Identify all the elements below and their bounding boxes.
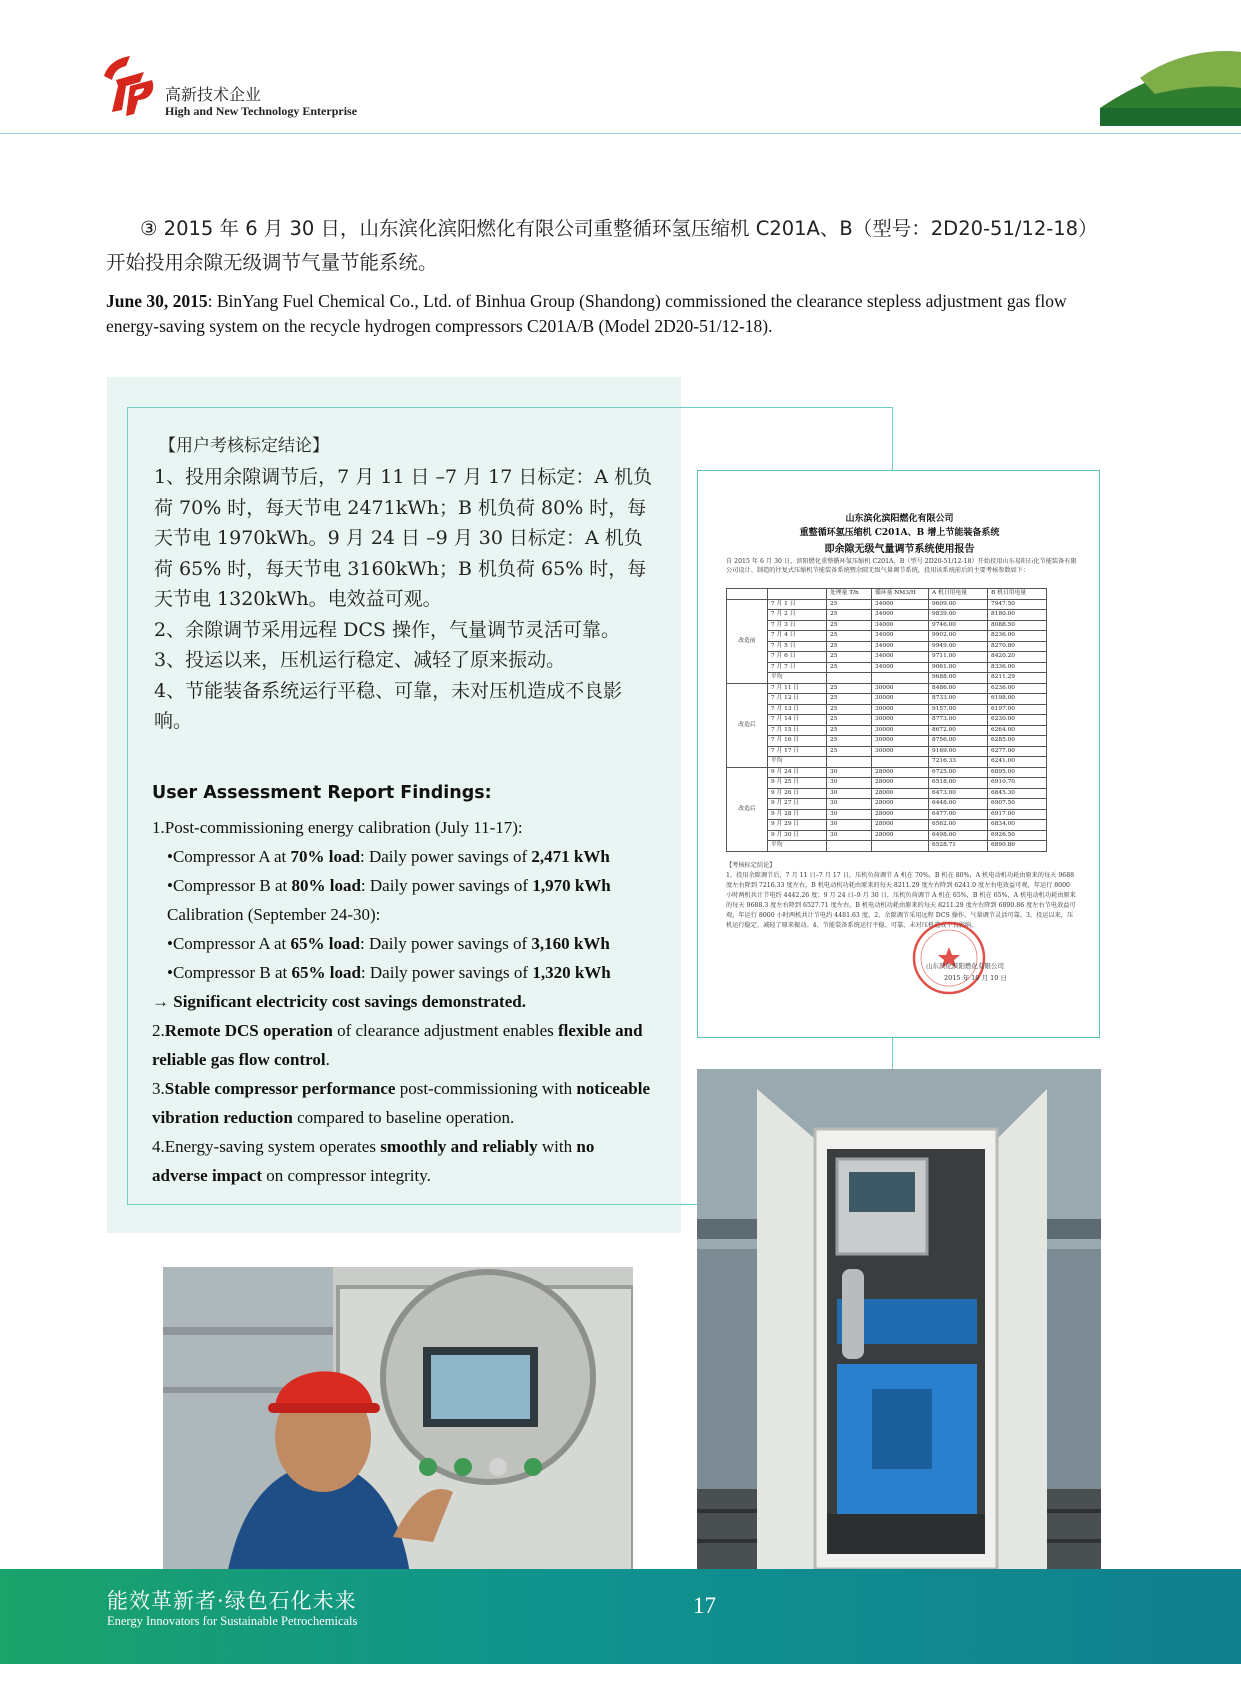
intro-date: June 30, 2015 [106,291,208,311]
table-row [727,715,1047,726]
table-cell: 8733.00 [929,694,988,705]
col-header-circulation: 循环量 NM3/H [872,589,929,600]
table-cell: 30 [827,788,872,799]
col-header-throughput: 处理量 T/h [827,589,872,600]
table-row [727,757,1047,768]
table-row [727,830,1047,841]
finding-en-2: 2.Remote DCS operation of clearance adjustment enables flexible and reliable gas flow control. [152,1021,643,1069]
table-row [727,599,1047,610]
table-cell: 8756.00 [929,736,988,747]
group-label: 改造前 [727,599,768,683]
intro-text-en [106,289,1121,339]
table-cell: 30 [827,799,872,810]
report-title-project: 重整循环氢压缩机 C201A、B 增上节能装备系统 [799,528,1000,538]
table-cell: 6230.00 [988,715,1047,726]
table-cell: 30 [827,809,872,820]
table-cell: 8211.29 [988,673,1047,684]
finding-en-1-heading: 1.Post-commissioning energy calibration (July 11-17): [152,818,523,837]
table-cell: 9 月 24 日 [768,767,827,778]
table-cell [872,757,929,768]
table-cell: 6907.50 [988,799,1047,810]
table-cell: 6236.00 [988,683,1047,694]
table-cell: 28000 [872,830,929,841]
table-cell: 28000 [872,788,929,799]
table-cell: 7216.33 [929,757,988,768]
report-title-main: 即余隙无级气量调节系统使用报告 [824,544,975,555]
table-cell: 平均 [768,673,827,684]
finding-en-1-d: •Compressor B at 65% load: Daily power savings of 1,320 kWh [167,963,611,982]
table-cell: 6498.00 [929,830,988,841]
finding-en-1-c: •Compressor A at 65% load: Daily power savings of 3,160 kWh [167,934,610,953]
table-cell: 6834.00 [988,820,1047,831]
table-cell: 7 月 4 日 [768,631,827,642]
report-title-company: 山东滨化滨阳燃化有限公司 [845,514,954,524]
table-cell [827,757,872,768]
table-cell: 7 月 2 日 [768,610,827,621]
table-cell: 9061.00 [929,662,988,673]
table-row [727,788,1047,799]
finding-en-1-a: •Compressor A at 70% load: Daily power savings of 2,471 kWh [167,847,610,866]
table-cell: 7 月 3 日 [768,620,827,631]
table-row [727,631,1047,642]
report-data-table [726,588,1047,852]
table-cell: 25 [827,683,872,694]
table-cell: 6473.00 [929,788,988,799]
table-cell: 9746.00 [929,620,988,631]
finding-en-1-calibration-2: Calibration (September 24-30): [167,905,381,924]
table-cell: 25 [827,694,872,705]
table-cell: 34000 [872,599,929,610]
table-cell: 6910.70 [988,778,1047,789]
table-cell: 9688.00 [929,673,988,684]
table-row [727,704,1047,715]
table-cell: 6895.00 [988,767,1047,778]
table-cell: 30000 [872,694,929,705]
table-row [727,809,1047,820]
official-seal-stamp-icon [910,919,988,997]
group-label: 改造后 [727,683,768,767]
table-cell: 7 月 11 日 [768,683,827,694]
table-cell: 9 月 30 日 [768,830,827,841]
table-cell: 7 月 17 日 [768,746,827,757]
table-cell: 30000 [872,746,929,757]
table-cell: 8486.00 [929,683,988,694]
table-row [727,683,1047,694]
table-row [727,799,1047,810]
finding-zh-2: 2、余隙调节采用远程 DCS 操作，气量调节灵活可靠。 [154,618,620,641]
table-cell: 6845.30 [988,788,1047,799]
brand-title-en: High and New Technology Enterprise [165,104,358,118]
header-divider [0,133,1241,134]
table-row [727,652,1047,663]
table-cell: 6917.00 [988,809,1047,820]
table-cell: 25 [827,599,872,610]
group-label: 改造后 [727,767,768,851]
intro-text-zh: ③ 2015 年 6 月 30 日，山东滨化滨阳燃化有限公司重整循环氢压缩机 C201A、B（型号：2D20-51/12-18）开始投用余隙无级调节气量节能系统。 [106,217,1098,274]
table-cell: 9 月 27 日 [768,799,827,810]
table-cell: 6477.00 [929,809,988,820]
table-cell: 25 [827,652,872,663]
table-cell: 30000 [872,725,929,736]
table-cell: 25 [827,715,872,726]
brand-title-zh: 高新技术企业 [165,85,262,104]
findings-list-zh [154,462,654,737]
table-cell: 7 月 1 日 [768,599,827,610]
table-cell [827,841,872,852]
table-cell: 25 [827,746,872,757]
table-cell [872,673,929,684]
table-cell: 6725.00 [929,767,988,778]
table-cell: 25 [827,736,872,747]
table-cell: 6518.00 [929,778,988,789]
worker-operating-panel-photo [163,1267,633,1603]
footer-slogan-zh: 能效革新者·绿色石化未来 [107,1589,357,1613]
table-cell: 34000 [872,631,929,642]
table-row [727,662,1047,673]
table-row [727,841,1047,852]
table-cell: 34000 [872,662,929,673]
table-cell: 7 月 14 日 [768,715,827,726]
findings-title-zh: 【用户考核标定结论】 [159,436,329,456]
finding-en-4: 4.Energy-saving system operates smoothly and reliably with no adverse impact on compressor integrity. [152,1137,595,1185]
table-cell: 28000 [872,778,929,789]
table-cell: 6241.00 [988,757,1047,768]
table-cell: 6264.00 [988,725,1047,736]
intro-body: : BinYang Fuel Chemical Co., Ltd. of Binhua Group (Shandong) commissioned the clearance stepless adjustment gas flow energy-saving system on the recycle hydrogen compressors C201A/B (Model 2D20-51/12-18). [106,291,1067,336]
finding-zh-3: 3、投运以来，压机运行稳定、减轻了原来振动。 [154,649,566,671]
table-cell: 7947.50 [988,599,1047,610]
table-cell: 7 月 7 日 [768,662,827,673]
table-cell: 30000 [872,715,929,726]
table-row [727,820,1047,831]
report-date: 2015 年 10 月 10 日 [944,974,1007,982]
table-cell: 30 [827,820,872,831]
table-cell: 7 月 15 日 [768,725,827,736]
table-cell: 28000 [872,767,929,778]
table-cell: 30000 [872,683,929,694]
table-row [727,746,1047,757]
company-logo-icon [96,50,158,122]
table-cell: 9949.00 [929,641,988,652]
page-number: 17 [693,1593,716,1618]
table-row [727,767,1047,778]
table-cell: 9 月 25 日 [768,778,827,789]
table-cell: 25 [827,662,872,673]
finding-en-1-b: •Compressor B at 80% load: Daily power savings of 1,970 kWh [167,876,611,895]
table-cell: 8420.20 [988,652,1047,663]
table-row [727,620,1047,631]
table-cell: 8336.00 [988,662,1047,673]
col-header-b-power: B 机日用电量 [988,589,1047,600]
table-cell: 9157.00 [929,704,988,715]
table-cell: 9609.00 [929,599,988,610]
findings-title-en: User Assessment Report Findings: [152,783,492,803]
table-cell: 9169.00 [929,746,988,757]
table-cell: 9711.00 [929,652,988,663]
table-cell: 7 月 13 日 [768,704,827,715]
table-cell: 34000 [872,652,929,663]
table-cell: 30000 [872,736,929,747]
table-cell: 28000 [872,820,929,831]
table-cell [872,841,929,852]
table-row [727,673,1047,684]
control-cabinet-photo [697,1069,1101,1603]
table-cell: 34000 [872,641,929,652]
table-cell: 8672.00 [929,725,988,736]
table-cell: 25 [827,725,872,736]
findings-list-en [152,813,652,1190]
table-cell: 8270.80 [988,641,1047,652]
table-cell: 28000 [872,809,929,820]
table-cell: 8773.00 [929,715,988,726]
table-cell: 25 [827,620,872,631]
table-cell [827,673,872,684]
table-cell: 9 月 28 日 [768,809,827,820]
finding-en-1-conclusion: → Significant electricity cost savings demonstrated. [152,992,526,1011]
table-row [727,778,1047,789]
table-cell: 25 [827,610,872,621]
table-cell: 30000 [872,704,929,715]
table-cell: 8088.50 [988,620,1047,631]
col-header-a-power: A 机日用电量 [929,589,988,600]
table-row [727,725,1047,736]
table-cell: 34000 [872,620,929,631]
table-cell: 7 月 16 日 [768,736,827,747]
table-cell: 25 [827,704,872,715]
table-cell: 34000 [872,610,929,621]
table-cell: 平均 [768,757,827,768]
table-row [727,694,1047,705]
table-cell: 30 [827,830,872,841]
report-conclusion: 【考核标定结论】 1、投用余隙调节后，7 月 11 日–7 月 17 日，压机负荷调节 A 机在 70%，B 机在 80%，A 机电动机功耗由原来的每天 9688 度左右降到 7216.33 度左右，B 机电动机功耗由原来的每天 8211.29 度左右降到 6241.0 度左右电效益可观，年运行 8000 小时两机共计节电约 4442.26 度；9 月 24 日–9 月 30 日，压机负荷调节 A 机在 65%，B 机在 65%，A 机电动机功耗由原来的每天 9688.3 度左右降到 6527.71 度左右，B 机电动机功耗由原来的每天 8211.29 度左右降到 6890.86 度左右节电效益可观，年运行 8000 小时两机共计节电约 4481.63 度。2、余隙调节采用远程 DCS 操作，气量调节灵活可靠。3、投运以来，压机运行稳定、减轻了原来振动。4、节能装备系统运行平稳、可靠，未对压机造成不良影响。 [726,862,1076,929]
table-cell: 7 月 6 日 [768,652,827,663]
table-row [727,610,1047,621]
table-cell: 9 月 26 日 [768,788,827,799]
table-cell: 9839.00 [929,610,988,621]
table-cell: 30 [827,767,872,778]
finding-zh-1: 1、投用余隙调节后，7 月 11 日 –7 月 17 日标定：A 机负荷 70% 时，每天节电 2471kWh；B 机负荷 80% 时，每天节电 1970kWh。9 月 24 日 –9 月 30 日标定：A 机负荷 65% 时，每天节电 3160kWh；B 机负荷 65% 时，每天节电 1320kWh。电效益可观。 [154,466,653,610]
table-cell: 6285.00 [988,736,1047,747]
table-cell: 9902.00 [929,631,988,642]
table-cell: 25 [827,631,872,642]
green-hill-decoration [1100,48,1241,126]
table-cell: 8236.00 [988,631,1047,642]
report-intro: 自 2015 年 6 月 30 日，滨阳燃化重整循环氢压缩机 C201A、B（型号 2D20-51/12-18）开始投用山东易阳石化节能装备有限公司设计、制造的往复式压缩机节能装备系统暨余隙无级气量调节系统，投用该系统前后的主要考核参数如下： [726,558,1077,574]
finding-en-3: 3.Stable compressor performance post-commissioning with noticeable vibration reduction compared to baseline operation. [152,1079,650,1127]
table-cell: 25 [827,641,872,652]
table-row [727,736,1047,747]
table-row [727,641,1047,652]
table-cell: 8180.00 [988,610,1047,621]
table-cell: 6926.50 [988,830,1047,841]
table-cell: 平均 [768,841,827,852]
table-cell: 6890.86 [988,841,1047,852]
report-signature: 山东滨化滨阳燃化有限公司 [926,962,1004,970]
table-cell: 6528.71 [929,841,988,852]
table-cell: 9 月 29 日 [768,820,827,831]
table-cell: 6198.00 [988,694,1047,705]
table-cell: 30 [827,778,872,789]
table-cell: 28000 [872,799,929,810]
usage-report-document [697,470,1100,1038]
table-cell: 6562.00 [929,820,988,831]
table-cell: 6448.00 [929,799,988,810]
table-cell: 6197.00 [988,704,1047,715]
table-cell: 6277.00 [988,746,1047,757]
table-cell: 7 月 5 日 [768,641,827,652]
report-table-header [727,589,1047,600]
finding-zh-4: 4、节能装备系统运行平稳、可靠，未对压机造成不良影响。 [154,679,623,732]
footer-slogan-en: Energy Innovators for Sustainable Petrochemicals [107,1614,358,1628]
table-cell: 7 月 12 日 [768,694,827,705]
